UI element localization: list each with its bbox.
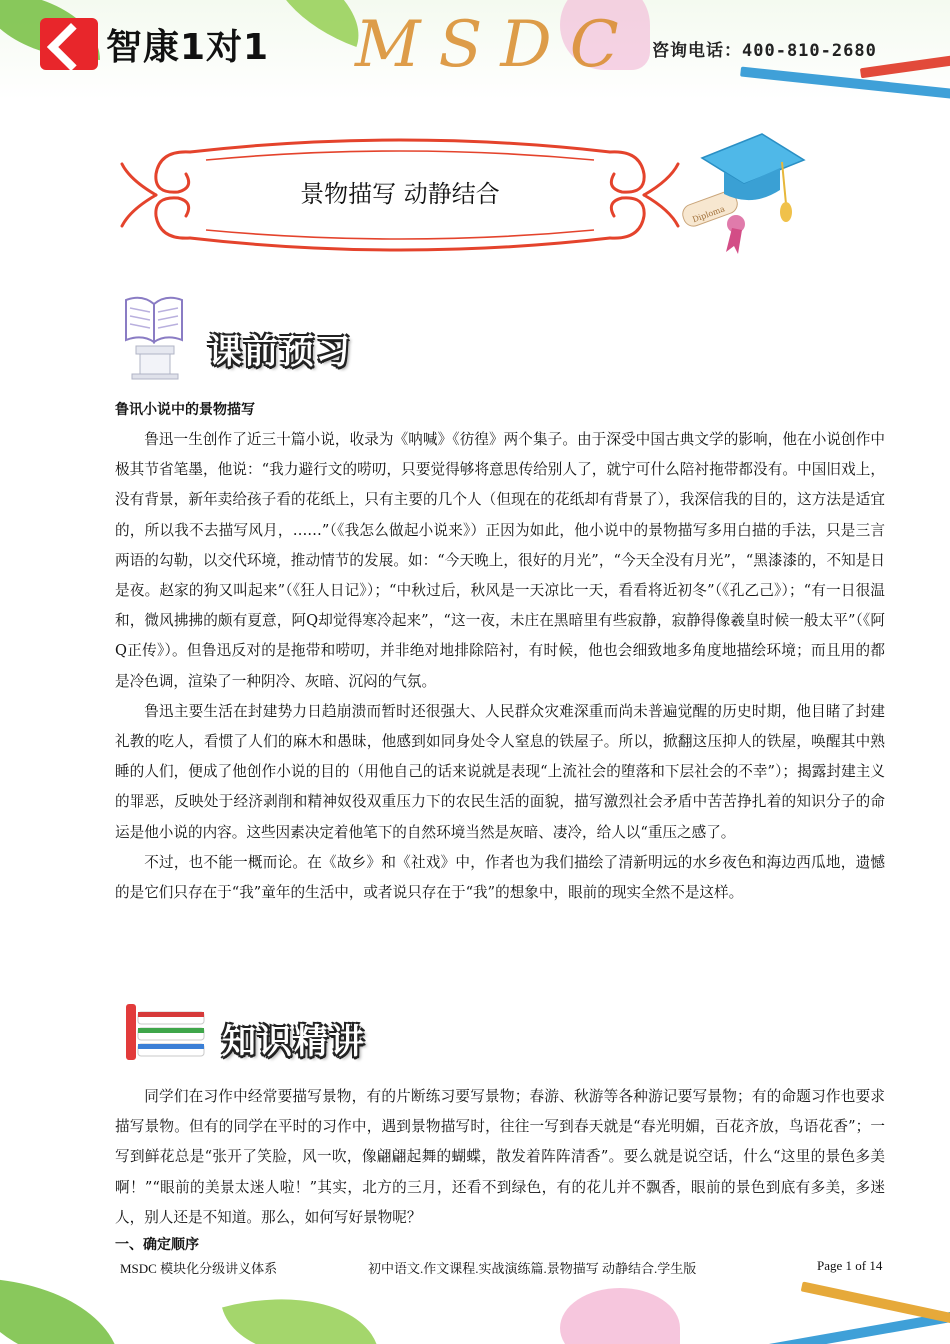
pencil-decoration-icon <box>801 1281 950 1324</box>
page-header <box>0 0 950 100</box>
footer-series: MSDC 模块化分级讲义体系 <box>120 1261 278 1276</box>
preview-subheading: 鲁讯小说中的景物描写 <box>115 402 255 418</box>
preview-paragraph: 鲁迅主要生活在封建势力日趋崩溃而暂时还很强大、人民群众灾难深重而尚未普遍觉醒的历史时期，他目睹了封建礼教的吃人，看惯了人们的麻木和愚昧，他感到如同身处令人窒息的铁屋子。所以，掀翻这压抑人的铁屋，唤醒其中熟睡的人们，便成了他创作小说的目的（用他自己的话来说就是表现“上流社会的堕落和下层社会的不幸”）；揭露封建主义的罪恶，反映处于经济剥削和精神奴役双重压力下的农民生活的面貌，描写激烈社会矛盾中苦苦挣扎着的知识分子的命运是他小说的内容。这些因素决定着他笔下的自然环境当然是灰暗、凄冷，给人以“重压之感了。 <box>115 702 885 841</box>
logo-text: 智康1对1 <box>106 26 270 68</box>
hotline-text: 咨询电话：400-810-2680 <box>652 41 877 61</box>
company-logo <box>40 18 269 70</box>
knowledge-content <box>115 1082 885 1257</box>
leaf-decoration-icon <box>222 1271 378 1344</box>
title-banner <box>120 130 680 260</box>
preview-paragraph: 鲁迅一生创作了近三十篇小说，收录为《呐喊》《彷徨》两个集子。由于深受中国古典文学的影响，他在小说创作中极其节省笔墨，他说：“我力避行文的唠叨，只要觉得够将意思传给别人了，就宁可什么陪衬拖带都没有。中国旧戏上，没有背景，新年卖给孩子看的花纸上，只有主要的几个人（但现在的花纸却有背景了），我深信我的目的，这方法是适宜的，所以我不去描写风月，……”（《我怎么做起小说来》）正因为如此，他小说中的景物描写多用白描的手法，只是三言两语的勾勒，以交代环境，推动情节的发展。如：“今天晚上，很好的月光”，“今天全没有月光”，“黑漆漆的，不知是日是夜。赵家的狗又叫起来”（《狂人日记》）；“中秋过后，秋风是一天凉比一天，看看将近初冬”（《孔乙己》）；“有一日很温和，微风拂拂的颇有夏意，阿Q却觉得寒冷起来”，“这一夜，未庄在黑暗里有些寂静，寂静得像羲皇时候一般太平”（《阿Q正传》）。但鲁迅反对的是拖带和唠叨，并非绝对地排除陪衬，有时候，他也会细致地多角度地描绘环境；而且用的都是冷色调，渲染了一种阴冷、灰暗、沉闷的气氛。 <box>115 431 885 690</box>
preview-paragraph: 不过，也不能一概而论。在《故乡》和《社戏》中，作者也为我们描绘了清新明远的水乡夜色和海边西瓜地，遗憾的是它们只存在于“我”童年的生活中，或者说只存在于“我”的想象中，眼前的现实全然不是这样。 <box>115 853 885 902</box>
document-title: 景物描写 动静结合 <box>300 180 500 208</box>
graduation-cap-icon <box>672 128 812 268</box>
section-title-knowledge: 知识精讲 <box>222 1022 366 1062</box>
brand-watermark: MSDC <box>355 8 637 82</box>
pencil-decoration-icon <box>740 67 950 100</box>
footer-course: 初中语文.作文课程.实战演练篇.景物描写 动静结合.学生版 <box>368 1261 697 1276</box>
footer-page-number: Page 1 of 14 <box>817 1258 883 1273</box>
stacked-books-icon <box>118 998 210 1064</box>
section-title-preview: 课前预习 <box>208 332 352 372</box>
leaf-decoration-icon <box>0 1278 120 1344</box>
preview-content <box>115 395 885 908</box>
logo-mark-icon <box>40 18 98 70</box>
open-book-icon <box>120 290 190 380</box>
butterfly-decoration-icon <box>560 1288 680 1344</box>
knowledge-subheading: 一、确定顺序 <box>115 1237 199 1254</box>
diploma-label: Diploma <box>691 204 727 225</box>
knowledge-paragraph: 同学们在习作中经常要描写景物，有的片断练习要写景物；春游、秋游等各种游记要写景物；有的命题习作也要求描写景物。但有的同学在平时的习作中，遇到景物描写时，往往一写到春天就是“春光明媚，百花齐放，鸟语花香”；一写到鲜花总是“张开了笑脸，风一吹，像翩翩起舞的蝴蝶，散发着阵阵清香”。要么就是说空话，什么“这里的景色多美啊！”“眼前的美景太迷人啦！”其实，北方的三月，还看不到绿色，有的花儿并不飘香，眼前的景色到底有多美，多迷人，别人还是不知道。那么，如何写好景物呢？ <box>115 1088 885 1226</box>
